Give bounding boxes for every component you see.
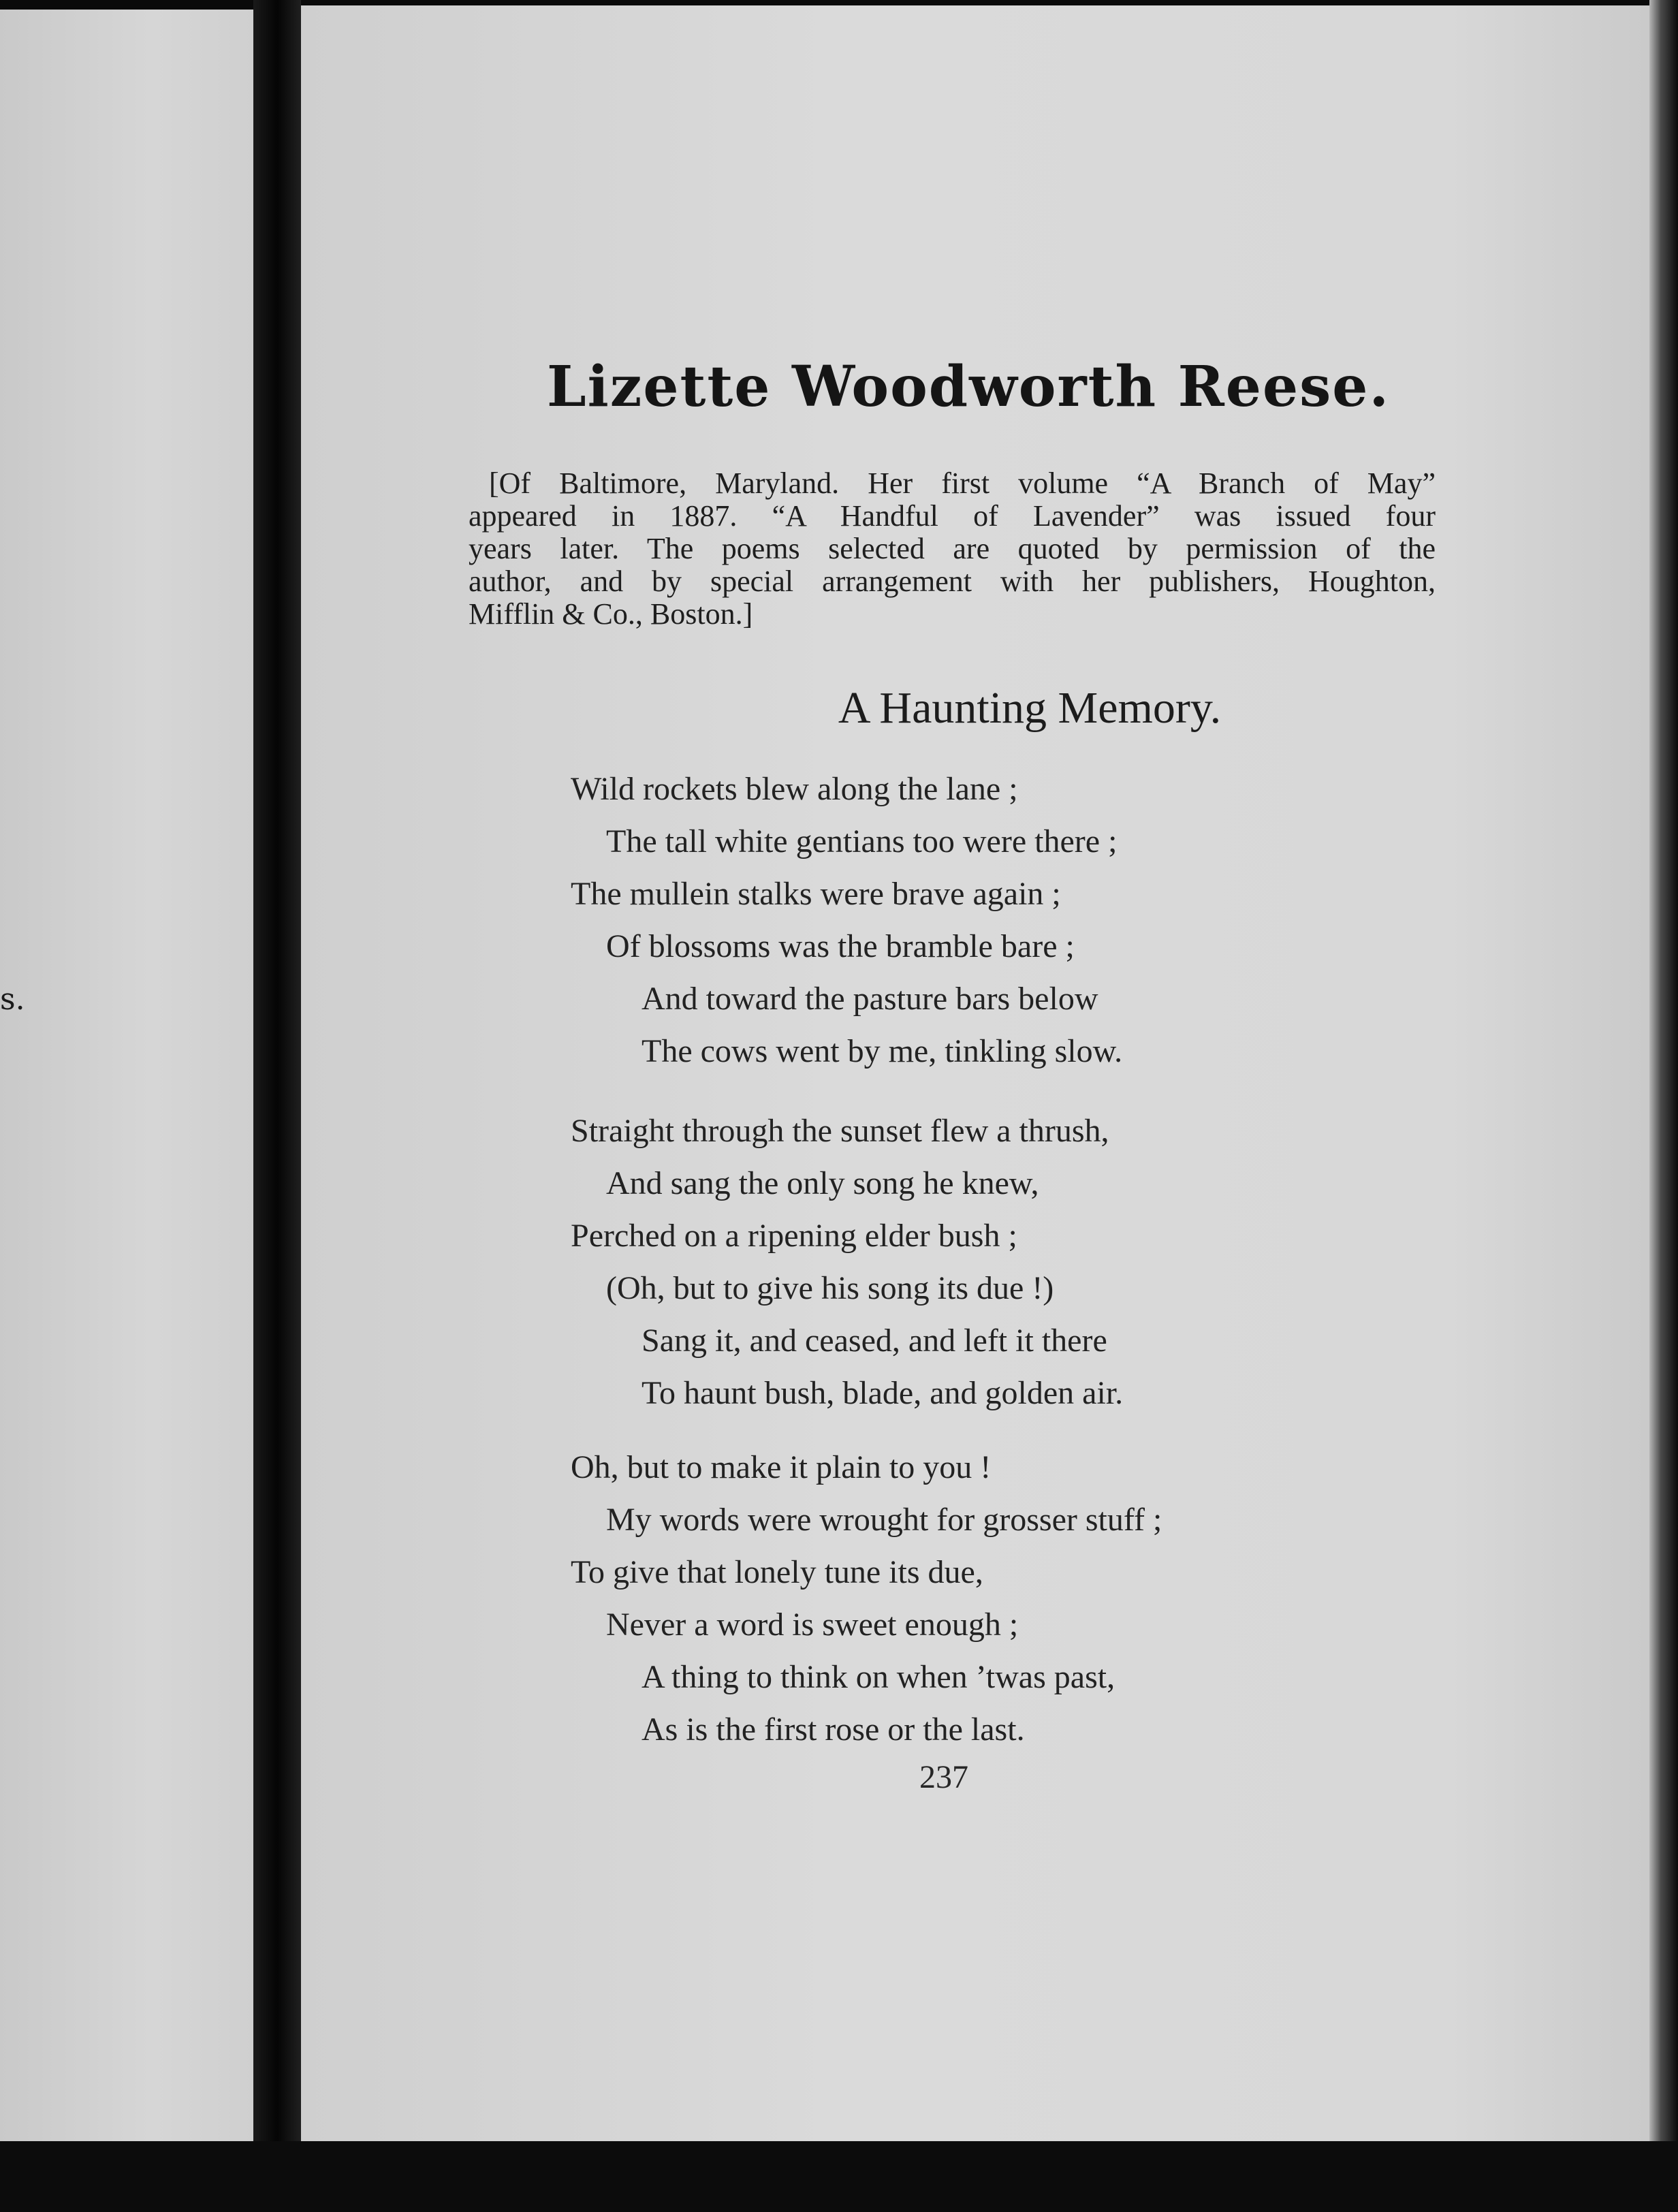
verse-line: And sang the only song he knew, [606, 1165, 1039, 1201]
stanza-2 [571, 1105, 1123, 1419]
facing-page-left [0, 10, 253, 2141]
verse-line: Never a word is sweet enough ; [606, 1607, 1019, 1643]
verse-line: (Oh, but to give his song its due !) [606, 1270, 1054, 1306]
intro-line: Mifflin & Co., Boston.] [469, 597, 753, 631]
verse-line: A thing to think on when ’twas past, [642, 1659, 1115, 1695]
page-number: 237 [919, 1759, 968, 1795]
intro-line: appeared in 1887. “A Handful of Lavender” was issued four [469, 499, 1436, 533]
verse-line: The cows went by me, tinkling slow. [642, 1033, 1123, 1069]
verse-line: My words were wrought for grosser stuff ; [606, 1502, 1162, 1538]
scan-border-bottom [0, 2141, 1678, 2212]
verse-line: Wild rockets blew along the lane ; [571, 771, 1018, 807]
verse-line: And toward the pasture bars below [642, 981, 1098, 1017]
stanza-1 [571, 763, 1122, 1077]
verse-line: Oh, but to make it plain to you ! [571, 1449, 992, 1485]
intro-line: [Of Baltimore, Maryland. Her first volume “A Branch of May” [489, 467, 1436, 500]
author-introduction [469, 467, 1436, 631]
verse-line: Straight through the sunset flew a thrush, [571, 1113, 1109, 1149]
verse-line: Of blossoms was the bramble bare ; [606, 928, 1075, 964]
verse-line: As is the first rose or the last. [642, 1711, 1025, 1748]
stanza-3 [571, 1441, 1162, 1756]
facing-page-text-fragment: s. [0, 982, 25, 1017]
verse-line: To give that lonely tune its due, [571, 1554, 983, 1590]
verse-line: Perched on a ripening elder bush ; [571, 1218, 1017, 1254]
author-heading: Lizette Woodworth Reese. [546, 354, 1391, 420]
book-gutter [253, 0, 301, 2212]
verse-line: The mullein stalks were brave again ; [571, 876, 1061, 912]
poem-title: A Haunting Memory. [838, 683, 1222, 733]
verse-line: The tall white gentians too were there ; [606, 823, 1118, 859]
page-edge [1649, 0, 1678, 2212]
verse-line: Sang it, and ceased, and left it there [642, 1323, 1107, 1359]
verse-line: To haunt bush, blade, and golden air. [642, 1375, 1124, 1411]
intro-line: author, and by special arrangement with her publishers, Houghton, [469, 565, 1436, 598]
intro-line: years later. The poems selected are quoted by permission of the [469, 532, 1436, 565]
